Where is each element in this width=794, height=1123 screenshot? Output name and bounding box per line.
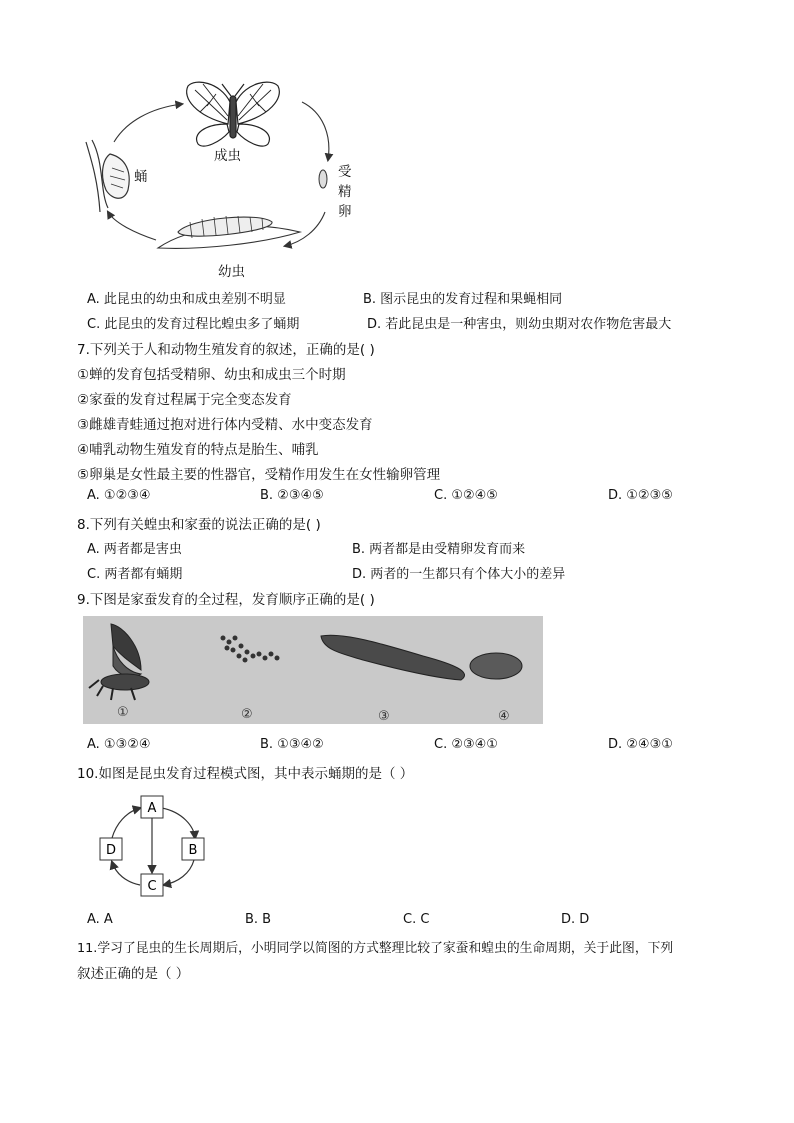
q7-statement-2: ②家蚕的发育过程属于完全变态发育: [77, 392, 292, 408]
q7-statement-1: ①蝉的发育包括受精卵、幼虫和成虫三个时期: [77, 367, 346, 383]
q10-option-b: B. B: [245, 912, 272, 927]
q6-option-d: D. 若此昆虫是一种害虫，则幼虫期对农作物危害最大: [367, 317, 672, 332]
pupa-icon: [86, 140, 129, 212]
q7-statement-5: ⑤卵巢是女性最主要的性器官，受精作用发生在女性输卵管理: [77, 467, 441, 483]
q9-option-d: D. ②④③①: [608, 737, 673, 752]
node-c: C: [147, 879, 157, 894]
q9-option-b: B. ①③④②: [260, 737, 324, 752]
larva-label: 幼虫: [218, 264, 245, 280]
egg-label-3: 卵: [338, 204, 352, 220]
egg-label-2: 精: [338, 184, 352, 200]
q6-option-b: B. 图示昆虫的发育过程和果蝇相同: [363, 292, 563, 307]
silkworm-stages-photo: [83, 616, 543, 724]
egg-label-1: 受: [338, 164, 352, 180]
butterfly-icon: [187, 82, 280, 146]
photo-label-2: ②: [241, 707, 253, 722]
node-d: D: [105, 843, 117, 858]
silkworm-stages-figure: [83, 616, 543, 724]
q9-option-a: A. ①③②④: [87, 737, 151, 752]
pupa-label: 蛹: [134, 169, 148, 185]
q9-option-c: C. ②③④①: [434, 737, 498, 752]
q8-option-b: B. 两者都是由受精卵发育而来: [352, 542, 526, 557]
q8-option-d: D. 两者的一生都只有个体大小的差异: [352, 567, 566, 582]
development-cycle-diagram: [90, 790, 220, 905]
q11-stem-line1: 11.学习了昆虫的生长周期后，小明同学以简图的方式整理比较了家蚕和蝗虫的生命周期，关于此图，下列: [77, 941, 674, 956]
q9-stem: 9.下图是家蚕发育的全过程，发育顺序正确的是( ): [77, 592, 375, 608]
q6-option-c: C. 此昆虫的发育过程比蝗虫多了蛹期: [87, 317, 300, 332]
life-cycle-figure: [70, 72, 370, 282]
silkworm-pupa-icon: [470, 653, 522, 679]
q10-option-a: A. A: [87, 912, 113, 927]
q11-stem-line2: 叙述正确的是（ ）: [77, 966, 190, 982]
photo-label-4: ④: [498, 709, 510, 724]
q8-option-a: A. 两者都是害虫: [87, 542, 182, 557]
q8-option-c: C. 两者都有蛹期: [87, 567, 183, 582]
photo-label-1: ①: [117, 705, 129, 720]
q7-option-c: C. ①②④⑤: [434, 488, 498, 503]
q10-option-d: D. D: [561, 912, 590, 927]
q10-stem: 10.如图是昆虫发育过程模式图，其中表示蛹期的是（ ）: [77, 766, 414, 782]
q7-option-b: B. ②③④⑤: [260, 488, 324, 503]
moth-icon: [89, 624, 149, 700]
node-a: A: [147, 801, 157, 816]
q7-option-a: A. ①②③④: [87, 488, 151, 503]
q10-option-c: C. C: [403, 912, 430, 927]
adult-label: 成虫: [214, 148, 241, 164]
larva-icon: [158, 216, 300, 248]
q7-statement-3: ③雌雄青蛙通过抱对进行体内受精、水中变态发育: [77, 417, 373, 433]
q7-option-d: D. ①②③⑤: [608, 488, 673, 503]
q7-statement-4: ④哺乳动物生殖发育的特点是胎生、哺乳: [77, 442, 319, 458]
egg-icon: [319, 170, 327, 188]
life-cycle-diagram: [70, 72, 370, 282]
eggs-icon: [221, 636, 280, 663]
photo-label-3: ③: [378, 709, 390, 724]
silkworm-larva-icon: [321, 635, 465, 680]
q8-stem: 8.下列有关蝗虫和家蚕的说法正确的是( ): [77, 517, 321, 533]
q7-stem: 7.下列关于人和动物生殖发育的叙述，正确的是( ): [77, 342, 375, 358]
development-cycle-figure: [90, 790, 220, 905]
q6-option-a: A. 此昆虫的幼虫和成虫差别不明显: [87, 292, 286, 307]
node-b: B: [188, 843, 198, 858]
